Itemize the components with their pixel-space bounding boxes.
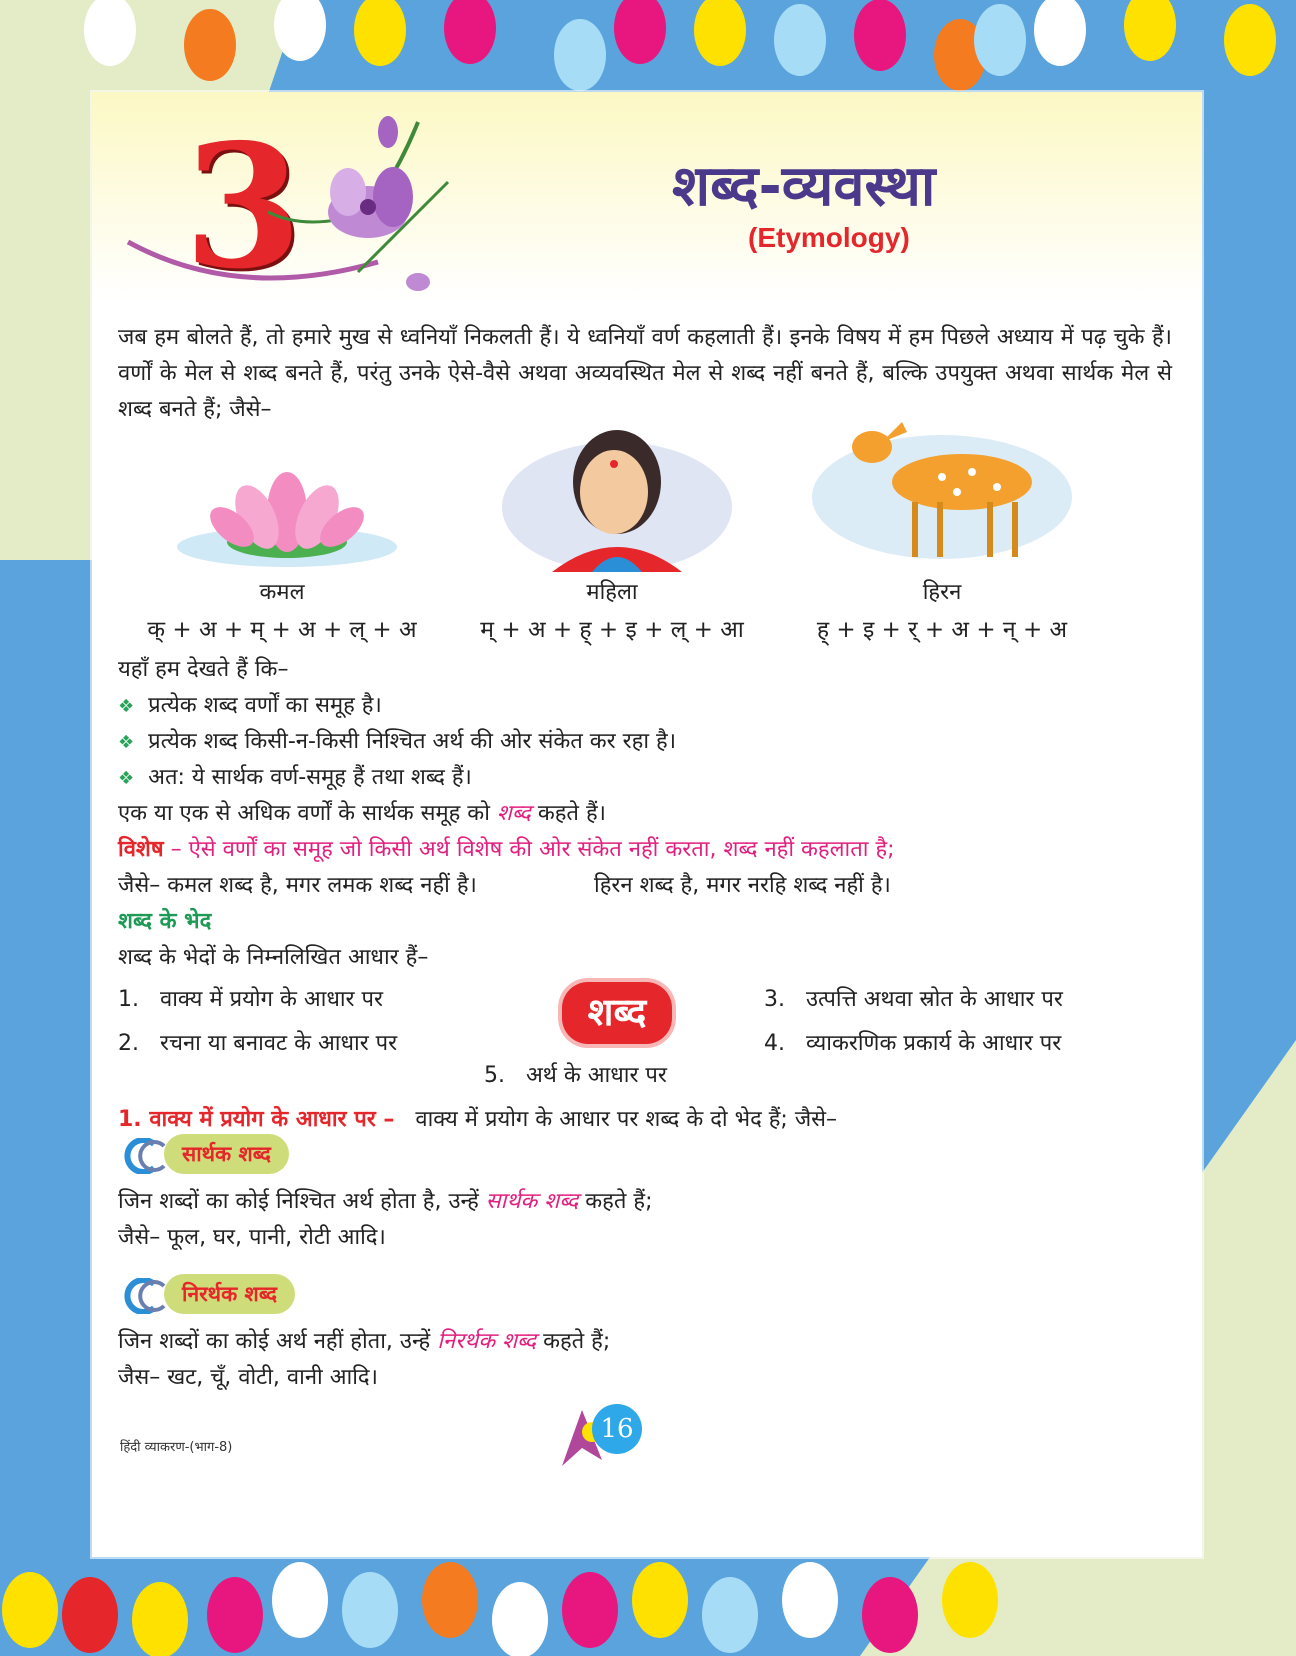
definition-line: एक या एक से अधिक वर्णों के सार्थक समूह को शब्द कहते हैं।: [118, 801, 606, 826]
observation-lead: यहाँ हम देखते हैं कि–: [118, 657, 289, 682]
list-item: 3. उत्पत्ति अथवा स्रोत के आधार पर: [764, 987, 1063, 1012]
special-text: ऐसे वर्णों का समूह जो किसी अर्थ विशेष की ओर संकेत नहीं करता, शब्द नहीं कहलाता है;: [188, 837, 895, 862]
meaningful-example: जैसे– फूल, घर, पानी, रोटी आदि।: [118, 1225, 386, 1250]
swirl-icon: [114, 1138, 166, 1174]
word-badge: शब्द: [562, 982, 672, 1044]
list-item: 2. रचना या बनावट के आधार पर: [118, 1031, 398, 1056]
meaningless-definition: जिन शब्दों का कोई अर्थ नहीं होता, उन्हें निरर्थक शब्द कहते हैं;: [118, 1329, 611, 1354]
section-heading: शब्द के भेद: [118, 909, 212, 934]
highlighted-term: सार्थक शब्द: [485, 1189, 579, 1214]
list-item: 1. वाक्य में प्रयोग के आधार पर: [118, 987, 384, 1012]
meaningful-label: सार्थक शब्द: [164, 1134, 289, 1174]
list-item: ❖ अत: ये सार्थक वर्ण-समूह हैं तथा शब्द हैं।: [118, 765, 472, 790]
example-caption: कमल: [259, 580, 305, 605]
meaningful-definition: जिन शब्दों का कोई निश्चित अर्थ होता है, उन्हें सार्थक शब्द कहते हैं;: [118, 1189, 653, 1214]
chapter-title: शब्द-व्यवस्था: [672, 154, 936, 219]
chapter-subtitle: (Etymology): [748, 222, 910, 253]
woman-illustration: [502, 422, 732, 572]
deer-illustration: [812, 402, 1072, 562]
list-item: ❖ प्रत्येक शब्द किसी-न-किसी निश्चित अर्थ की ओर संकेत कर रहा है।: [118, 729, 677, 754]
example-caption: महिला: [586, 580, 638, 605]
list-item: ❖ प्रत्येक शब्द वर्णों का समूह है।: [118, 693, 382, 718]
example-breakdown: क् + अ + म् + अ + ल् + अ: [147, 617, 417, 643]
diamond-bullet-icon: ❖: [118, 696, 135, 717]
example-breakdown: ह् + इ + र् + अ + न् + अ: [816, 617, 1068, 643]
highlighted-term: शब्द: [496, 801, 531, 826]
example-caption: हिरन: [922, 580, 962, 605]
special-example: हिरन शब्द है, मगर नरहि शब्द नहीं है।: [594, 873, 891, 898]
special-example: जैसे– कमल शब्द है, मगर लमक शब्द नहीं है।: [118, 873, 477, 898]
page-sheet: [92, 92, 1202, 1557]
intro-paragraph: जब हम बोलते हैं, तो हमारे मुख से ध्वनियाँ निकलती हैं। ये ध्वनियाँ वर्ण कहलाती हैं। इनके विषय में हम पिछले अध्याय में पढ़ चुके हैं। वर्णों के मेल से शब्द बनते हैं, परंतु उनके ऐसे-वैसे अथवा अव्यवस्थित मेल से शब्द नहीं बनते हैं, बल्कि उपयुक्त अथवा सार्थक मेल से शब्द बनते हैं; जैसे–: [118, 325, 1172, 422]
book-title: हिंदी व्याकरण-(भाग-8): [120, 1440, 233, 1455]
lotus-illustration: [172, 437, 402, 567]
special-note: विशेष – ऐसे वर्णों का समूह जो किसी अर्थ विशेष की ओर संकेत नहीं करता, शब्द नहीं कहलाता है;: [118, 837, 895, 862]
flower-branch-illustration: [118, 107, 478, 307]
diamond-bullet-icon: ❖: [118, 768, 135, 789]
meaningless-example: जैस– खट, चूँ, वोटी, वानी आदि।: [118, 1365, 378, 1390]
special-label: विशेष: [118, 837, 164, 862]
list-item: 4. व्याकरणिक प्रकार्य के आधार पर: [764, 1031, 1062, 1056]
swirl-icon: [114, 1278, 166, 1314]
section1-line: 1. वाक्य में प्रयोग के आधार पर – वाक्य में प्रयोग के आधार पर शब्द के दो भेद हैं; जैसे–: [118, 1107, 838, 1132]
diamond-bullet-icon: ❖: [118, 732, 135, 753]
meaningless-label: निरर्थक शब्द: [164, 1274, 295, 1314]
page-number: 16: [592, 1404, 642, 1454]
list-item: 5. अर्थ के आधार पर: [484, 1063, 667, 1088]
section1-heading: 1. वाक्य में प्रयोग के आधार पर –: [118, 1107, 395, 1132]
chapter-number: 3: [184, 107, 303, 307]
types-lead: शब्द के भेदों के निम्नलिखित आधार हैं–: [118, 945, 429, 970]
highlighted-term: निरर्थक शब्द: [437, 1329, 537, 1354]
example-breakdown: म् + अ + ह् + इ + ल् + आ: [480, 617, 744, 643]
